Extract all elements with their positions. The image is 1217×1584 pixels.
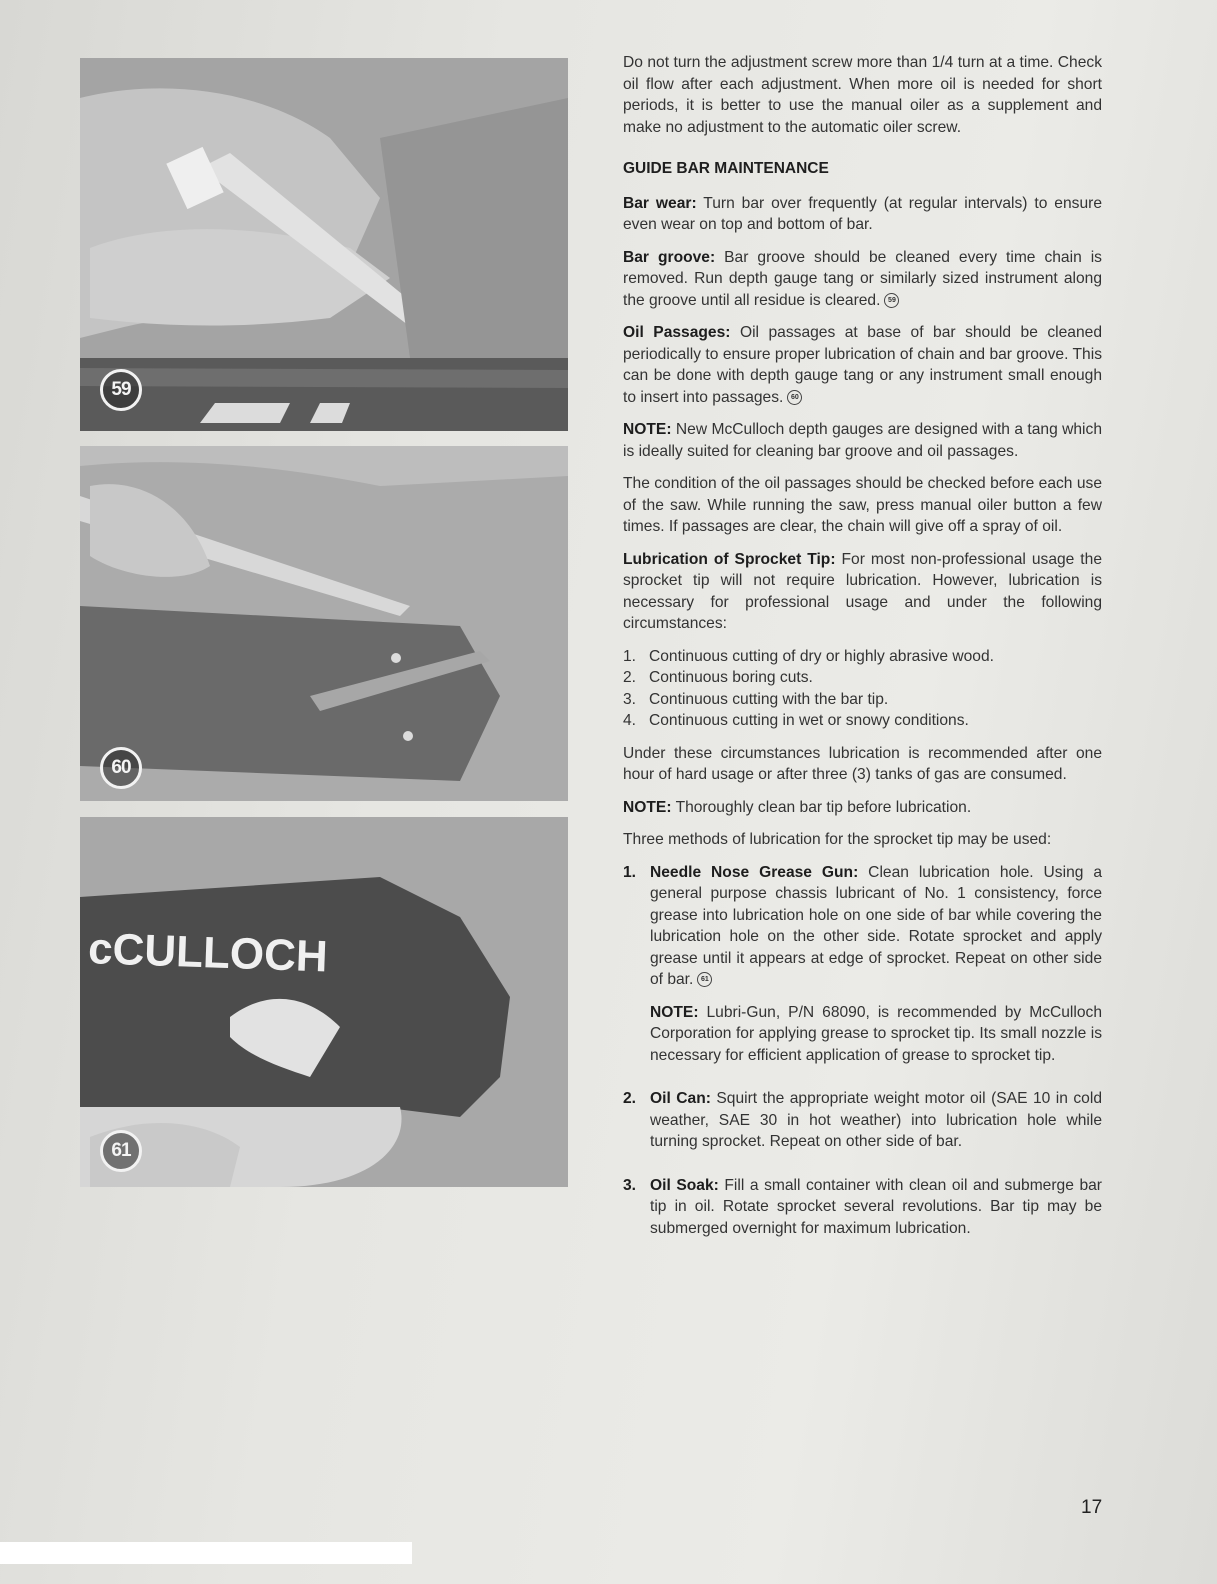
manual-text-column [623, 52, 1102, 1261]
note-clean-tip [623, 797, 1102, 819]
methods-intro: Three methods of lubrication for the sprocket tip may be used: [623, 831, 1052, 848]
method-number: 3. [623, 1176, 637, 1194]
note-text: New McCulloch depth gauges are designed with a tang which is ideally suited for cleaning bar groove and oil passages. [623, 421, 1102, 460]
circumstances-list [623, 646, 1102, 732]
oil-passages-label: Oil Passages: [623, 324, 731, 341]
figure-61-illustration [80, 817, 568, 1187]
method-note [650, 1002, 1102, 1067]
oil-passages-text: Oil passages at base of bar should be cleaned periodically to ensure proper lubrication of chain and bar groove. This can be done with depth gauge tang or any instrument small enough to insert into passages. [623, 324, 1103, 406]
list-item-number: 4. [623, 712, 637, 729]
note-text: Lubri-Gun, P/N 68090, is recommended by McCulloch Corporation for applying grease to sprocket tip. Its small nozzle is necessary for efficient application of grease to sprocket tip. [650, 1003, 1102, 1064]
list-item-text: Continuous cutting in wet or snowy conditions. [649, 712, 969, 729]
method-grease-gun [623, 862, 1102, 1078]
list-item-text: Continuous boring cuts. [649, 669, 813, 686]
sprocket-label: Lubrication of Sprocket Tip: [623, 550, 836, 568]
sprocket-paragraph [623, 549, 1102, 635]
bar-groove-label: Bar groove: [623, 248, 716, 266]
list-item-number: 1. [623, 647, 637, 665]
figure-60-badge: 60 [100, 747, 142, 789]
method-number: 2. [623, 1090, 637, 1107]
method-body [650, 1175, 1102, 1251]
figure-59-illustration [80, 58, 568, 431]
method-paragraph [650, 1175, 1102, 1240]
note-text: Thoroughly clean bar tip before lubrication. [671, 798, 972, 816]
method-label: Oil Soak: [650, 1176, 719, 1194]
oil-passages-paragraph [623, 322, 1102, 408]
figure-60-illustration [80, 446, 568, 801]
method-number: 1. [623, 863, 637, 881]
method-text: Clean lubrication hole. Using a general purpose chassis lubricant of No. 1 consistency, force grease into lubrication hole on one side of bar while covering the lubrication hole on the other side. Rotate sprocket and apply grease until it appears at edge of sprocket. Repeat on other side of bar. [650, 863, 1102, 988]
scan-edge-strip [0, 1542, 412, 1564]
list-item-number: 3. [623, 690, 637, 708]
note-label: NOTE: [650, 1003, 699, 1021]
intro-paragraph: Do not turn the adjustment screw more than 1/4 turn at a time. Check oil flow after each adjustment. When more oil is needed for short periods, it is better to use the manual oiler as a supplement and make no adjustment to the automatic oiler screw. [623, 54, 1102, 136]
note-depth-gauge [623, 419, 1102, 462]
sprocket-text: For most non-professional usage the sprocket tip will not require lubrication. However, lubrication is necessary for professional usage and under the following circumstances: [623, 550, 1102, 632]
figure-ref-60: 60 [787, 390, 802, 405]
page-number: 17 [1081, 1497, 1103, 1518]
method-label: Needle Nose Grease Gun: [650, 863, 859, 881]
figure-ref-61: 61 [697, 972, 712, 987]
list-item [623, 710, 1102, 732]
list-item [623, 667, 1102, 689]
figure-60-photo [80, 446, 568, 801]
figure-61-photo [80, 817, 568, 1187]
bar-wear-paragraph [623, 193, 1102, 236]
method-oil-soak [623, 1175, 1102, 1251]
bar-groove-text: Bar groove should be cleaned every time chain is removed. Run depth gauge tang or similarly sized instrument along the groove until all residue is cleared. [623, 248, 1102, 309]
condition-paragraph: The condition of the oil passages should be checked before each use of the saw. While running the saw, press manual oiler button a few times. If passages are clear, the chain will give off a spray of oil. [623, 475, 1102, 535]
figure-59-badge: 59 [100, 369, 142, 411]
method-label: Oil Can: [650, 1090, 711, 1107]
bar-groove-paragraph [623, 247, 1102, 312]
under-circumstances-paragraph: Under these circumstances lubrication is recommended after one hour of hard usage or after three (3) tanks of gas are consumed. [623, 744, 1102, 783]
note-label: NOTE: [623, 421, 672, 438]
bar-wear-text: Turn bar over frequently (at regular intervals) to ensure even wear on top and bottom of bar. [623, 194, 1102, 233]
method-paragraph [650, 1088, 1102, 1153]
note-label: NOTE: [623, 798, 672, 816]
figure-ref-59: 59 [884, 293, 899, 308]
method-text: Squirt the appropriate weight motor oil (SAE 10 in cold weather, SAE 30 in hot weather) into lubrication hole while turning sprocket. Repeat on other side of bar. [650, 1090, 1102, 1150]
list-item-text: Continuous cutting with the bar tip. [649, 690, 889, 708]
method-oil-can [623, 1088, 1102, 1164]
list-item [623, 689, 1102, 711]
section-heading: GUIDE BAR MAINTENANCE [623, 160, 829, 177]
bar-wear-label: Bar wear: [623, 194, 697, 212]
figure-59-photo [80, 58, 568, 431]
list-item-text: Continuous cutting of dry or highly abrasive wood. [649, 647, 994, 665]
method-paragraph [650, 862, 1102, 991]
method-text: Fill a small container with clean oil and submerge bar tip in oil. Rotate sprocket several revolutions. Bar tip may be submerged overnight for maximum lubrication. [650, 1176, 1102, 1237]
figure-61-badge: 61 [100, 1130, 142, 1172]
method-body [650, 862, 1102, 1078]
method-body [650, 1088, 1102, 1164]
list-item-number: 2. [623, 669, 637, 686]
figure-61-brand-text: cCULLOCH [87, 924, 329, 982]
list-item [623, 646, 1102, 668]
